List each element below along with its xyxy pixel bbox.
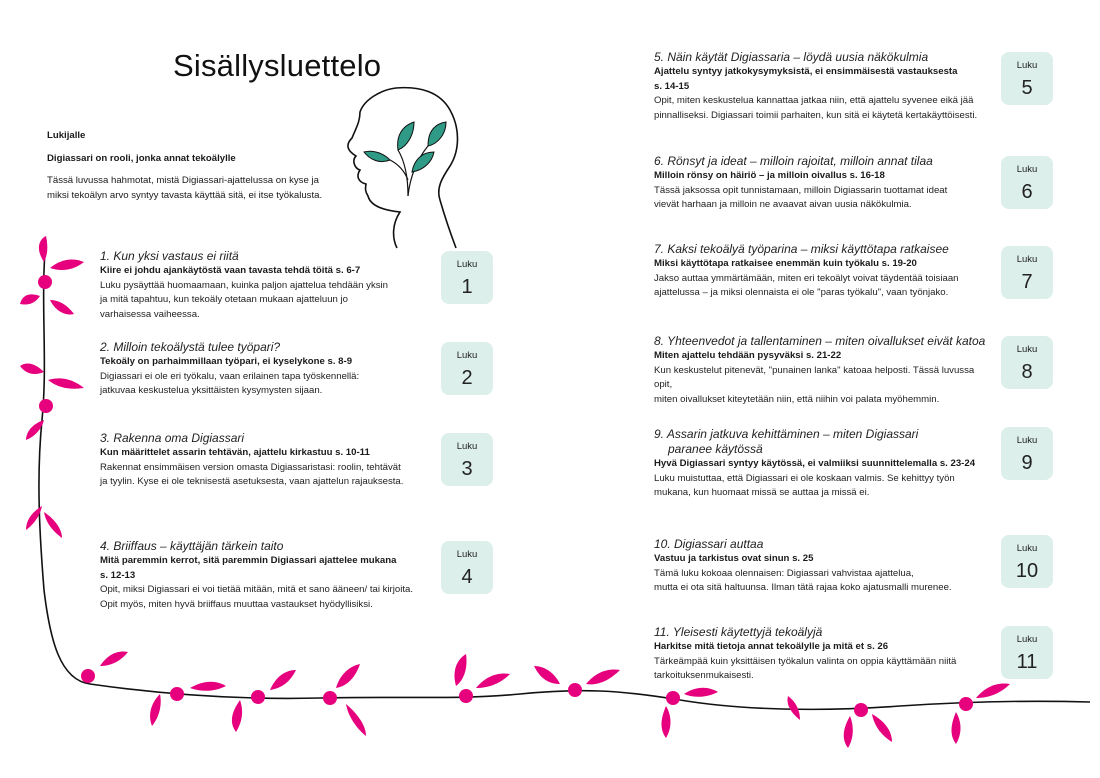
chapter-description: Opit myös, miten hyvä briiffaus muuttaa vastaukset hyödyllisiksi. bbox=[100, 598, 373, 610]
chapter-description: jatkuvaa keskustelua yksittäisten kysymysten sijaan. bbox=[100, 385, 323, 396]
chapter-entry-8 bbox=[654, 334, 994, 407]
chapter-badge-number: 6 bbox=[1021, 181, 1033, 203]
chapter-badge-number: 1 bbox=[461, 276, 473, 298]
chapter-subtitle: Kiire ei johdu ajankäytöstä vaan tavasta tehdä töitä s. 6-7 bbox=[100, 265, 361, 276]
chapter-description: vievät harhaan ja milloin ne avaavat aivan uusia näkökulmia. bbox=[654, 199, 912, 210]
chapter-badge-number: 9 bbox=[1021, 452, 1033, 474]
chapter-subtitle: Mitä paremmin kerrot, sitä paremmin Digiassari ajattelee mukana bbox=[100, 555, 397, 566]
chapter-description: Digiassari ei ole eri työkalu, vaan erilainen tapa työskennellä: bbox=[100, 370, 360, 382]
chapter-description: Tässä jaksossa opit tunnistamaan, milloin Digiassarin tuottamat ideat bbox=[654, 184, 948, 196]
chapter-subtitle: Tekoäly on parhaimmillaan työpari, ei kyselykone s. 8-9 bbox=[100, 356, 353, 367]
chapter-entry-9 bbox=[654, 427, 994, 501]
chapter-badge-number: 4 bbox=[461, 566, 473, 588]
chapter-badge-6 bbox=[1001, 156, 1053, 209]
chapter-description: Luku muistuttaa, että Digiassari ei ole koskaan valmis. Se kehittyy työn bbox=[654, 472, 955, 484]
chapter-subtitle: Vastuu ja tarkistus ovat sinun s. 25 bbox=[654, 553, 814, 564]
chapter-entry-7 bbox=[654, 242, 994, 301]
chapter-description: Jakso auttaa ymmärtämään, miten eri tekoälyt voivat täydentää toisiaan bbox=[654, 272, 959, 284]
chapter-badge-label: Luku bbox=[1016, 344, 1038, 355]
chapter-badge-label: Luku bbox=[1016, 634, 1038, 645]
chapter-subtitle: Kun määrittelet assarin tehtävän, ajattelu kirkastuu s. 10-11 bbox=[100, 447, 370, 458]
chapter-badge-label: Luku bbox=[1016, 164, 1038, 175]
chapter-badge-number: 7 bbox=[1021, 271, 1033, 293]
chapter-description: pinnalliseksi. Digiassari toimii parhaiten, kun sitä ei käytetä kertakäyttöisesti. bbox=[654, 109, 978, 121]
chapter-subtitle: Hyvä Digiassari syntyy käytössä, ei valmiiksi suunnittelemalla s. 23-24 bbox=[654, 458, 976, 469]
chapter-badge-number: 3 bbox=[461, 458, 473, 480]
chapter-heading: 5. Näin käytät Digiassaria – löydä uusia näkökulmia bbox=[654, 50, 929, 64]
chapter-description: ajattelussa – ja miksi olennaista ei ole "paras työkalu", vaan työnjako. bbox=[654, 287, 949, 298]
chapter-badge-9 bbox=[1001, 427, 1053, 480]
chapter-heading: 10. Digiassari auttaa bbox=[654, 537, 764, 551]
chapter-description: Opit, miksi Digiassari ei voi tietää mitään, mitä et sano ääneen/ tai kirjoita. bbox=[100, 584, 414, 595]
chapter-badge-label: Luku bbox=[1016, 60, 1038, 71]
chapter-description: mutta ei ota sitä haltuunsa. Ilman tätä rajaa koko ajatusmalli murenee. bbox=[654, 582, 952, 593]
chapter-entry-2 bbox=[100, 340, 430, 399]
chapter-heading: 4. Briiffaus – käyttäjän tärkein taito bbox=[100, 539, 284, 553]
chapter-description: varhaisessa vaiheessa. bbox=[100, 308, 200, 320]
chapter-entry-3 bbox=[100, 431, 430, 490]
chapter-badge-label: Luku bbox=[1016, 254, 1038, 265]
chapter-subtitle: Miksi käyttötapa ratkaisee enemmän kuin työkalu s. 19-20 bbox=[654, 258, 917, 269]
chapter-entry-10 bbox=[654, 537, 994, 596]
chapter-heading: 9. Assarin jatkuva kehittäminen – miten Digiassari bbox=[654, 427, 919, 441]
page-title: Sisällysluettelo bbox=[173, 48, 382, 83]
chapter-subtitle: Ajattelu syntyy jatkokysymyksistä, ei ensimmäisestä vastauksesta bbox=[654, 66, 958, 77]
intro-text: Tässä luvussa hahmotat, mistä Digiassari-ajattelussa on kyse ja miksi tekoälyn arvo syntyy tavasta käyttää sitä, ei itse työkalusta. bbox=[47, 175, 323, 201]
chapter-description: ja tyylin. Kyse ei ole teknisestä asetuksesta, vaan ajattelun rajauksesta. bbox=[100, 476, 404, 487]
chapter-description: Rakennat ensimmäisen version omasta Digiassaristasi: roolin, tehtävät bbox=[100, 461, 401, 473]
chapter-badge-label: Luku bbox=[456, 259, 478, 270]
chapter-badge-label: Luku bbox=[456, 350, 478, 361]
chapter-heading: 6. Rönsyt ja ideat – milloin rajoitat, milloin annat tilaa bbox=[654, 154, 933, 168]
chapter-description: Opit, miten keskustelua kannattaa jatkaa niin, että ajattelu syvenee eikä jää bbox=[654, 95, 974, 106]
chapter-description: Tämä luku kokoaa olennaisen: Digiassari vahvistaa ajattelua, bbox=[654, 567, 914, 579]
chapter-entry-11 bbox=[654, 625, 994, 684]
chapter-entry-6 bbox=[654, 154, 994, 213]
chapter-entry-4 bbox=[100, 539, 430, 612]
chapter-badge-1 bbox=[441, 251, 493, 304]
chapter-badge-number: 10 bbox=[1015, 560, 1039, 582]
chapter-heading: 3. Rakenna oma Digiassari bbox=[100, 431, 245, 445]
chapter-badge-2 bbox=[441, 342, 493, 395]
chapter-heading: 7. Kaksi tekoälyä työparina – miksi käyttötapa ratkaisee bbox=[654, 242, 949, 256]
chapter-badge-label: Luku bbox=[456, 441, 478, 452]
chapter-badge-label: Luku bbox=[1016, 435, 1038, 446]
chapter-subtitle: s. 12-13 bbox=[100, 569, 136, 581]
intro-subheading: Digiassari on rooli, jonka annat tekoälylle bbox=[47, 153, 236, 164]
chapter-badge-3 bbox=[441, 433, 493, 486]
chapter-badge-11 bbox=[1001, 626, 1053, 679]
intro-heading: Lukijalle bbox=[47, 130, 86, 141]
chapter-heading: 2. Milloin tekoälystä tulee työpari? bbox=[100, 340, 281, 354]
chapter-subtitle: Miten ajattelu tehdään pysyväksi s. 21-22 bbox=[654, 350, 842, 361]
chapter-badge-7 bbox=[1001, 246, 1053, 299]
chapter-description: Kun keskustelut pitenevät, "punainen lanka" katoaa helposti. Tässä luvussa opit, bbox=[654, 364, 975, 390]
chapter-entry-1 bbox=[100, 249, 430, 322]
chapter-badge-8 bbox=[1001, 336, 1053, 389]
chapter-description: tarkoituksenmukaisesti. bbox=[654, 670, 754, 681]
chapter-badge-label: Luku bbox=[456, 549, 478, 560]
chapter-description: mukana, kun huomaat missä se auttaa ja missä ei. bbox=[654, 487, 870, 498]
chapter-description: ja mitä tapahtuu, kun tekoäly otetaan mukaan ajatteluun jo bbox=[100, 294, 349, 305]
chapter-badge-label: Luku bbox=[1016, 543, 1038, 554]
chapter-entry-5 bbox=[654, 50, 994, 123]
chapter-badge-number: 5 bbox=[1021, 77, 1033, 99]
chapter-badge-number: 8 bbox=[1021, 361, 1033, 383]
chapter-heading: 11. Yleisesti käytettyjä tekoälyjä bbox=[654, 625, 823, 639]
chapter-heading: 8. Yhteenvedot ja tallentaminen – miten oivallukset eivät katoa bbox=[654, 334, 986, 348]
chapter-badge-10 bbox=[1001, 535, 1053, 588]
chapter-badge-5 bbox=[1001, 52, 1053, 105]
chapter-heading-continued: paranee käytössä bbox=[668, 442, 763, 456]
chapter-subtitle: Milloin rönsy on häiriö – ja milloin oivallus s. 16-18 bbox=[654, 170, 885, 181]
chapter-badge-4 bbox=[441, 541, 493, 594]
chapter-subtitle: s. 14-15 bbox=[654, 80, 690, 92]
chapter-description: miten oivallukset kiteytetään niin, että niihin voi palata myöhemmin. bbox=[654, 393, 940, 405]
chapter-badge-number: 2 bbox=[461, 367, 473, 389]
chapter-subtitle: Harkitse mitä tietoja annat tekoälylle ja mitä et s. 26 bbox=[654, 641, 889, 652]
chapter-badge-number: 11 bbox=[1016, 651, 1038, 673]
chapter-description: Luku pysäyttää huomaamaan, kuinka paljon ajattelua tehdään yksin bbox=[100, 279, 389, 291]
chapter-heading: 1. Kun yksi vastaus ei riitä bbox=[100, 249, 239, 263]
chapter-description: Tärkeämpää kuin yksittäisen työkalun valinta on oppia käyttämään niitä bbox=[654, 655, 957, 667]
